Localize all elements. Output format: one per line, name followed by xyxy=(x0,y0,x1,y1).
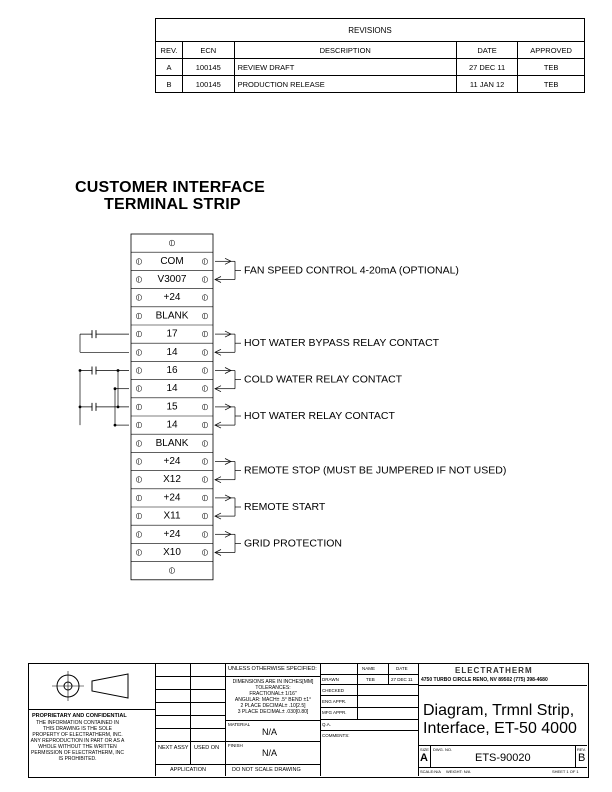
unless-specified: UNLESS OTHERWISE SPECIFIED: xyxy=(228,666,317,672)
terminal-label: BLANK xyxy=(155,437,189,449)
end-cap-icon: ⦶ xyxy=(168,565,176,576)
heading-line-1: CUSTOMER INTERFACE xyxy=(75,179,265,196)
left-screw-icon: ⦶ xyxy=(135,456,143,467)
connection-label: FAN SPEED CONTROL 4-20mA (OPTIONAL) xyxy=(244,264,459,277)
date-header-tb: DATE xyxy=(396,666,408,671)
proprietary-title: PROPRIETARY AND CONFIDENTIAL xyxy=(32,713,127,719)
contact-gap xyxy=(93,370,96,372)
left-screw-icon: ⦶ xyxy=(135,529,143,540)
right-screw-icon: ⦶ xyxy=(201,547,209,558)
mfg-appr-label: MFG APPR. xyxy=(322,710,347,715)
description-header: DESCRIPTION xyxy=(234,42,456,59)
three-place-tol: 3 PLACE DECIMAL± .030[0.80] xyxy=(237,709,309,715)
dwg-no-label: DWG. NO. xyxy=(433,747,453,752)
rev-label: REV. xyxy=(577,747,586,752)
terminal-strip xyxy=(131,234,213,580)
left-screw-icon: ⦶ xyxy=(135,292,143,303)
rev-cell: A xyxy=(156,59,183,76)
right-screw-icon: ⦶ xyxy=(201,329,209,340)
application-label: APPLICATION xyxy=(170,767,206,773)
connection-label: REMOTE START xyxy=(244,501,326,513)
right-screw-icon: ⦶ xyxy=(201,310,209,321)
checked-label: CHECKED xyxy=(322,688,345,693)
junction-dot-icon xyxy=(114,424,117,427)
terminal-label: V3007 xyxy=(157,274,187,285)
connection-label: REMOTE STOP (MUST BE JUMPERED IF NOT USED) xyxy=(244,464,507,477)
angular-tol: ANGULAR: MACH± .5° BEND ±1° xyxy=(234,697,312,703)
finish-value: N/A xyxy=(262,748,278,758)
terminal-label: 16 xyxy=(166,365,178,376)
material-label: MATERIAL xyxy=(228,722,251,727)
name-header: NAME xyxy=(362,666,376,671)
left-screw-icon: ⦶ xyxy=(135,383,143,394)
approved-cell: TEB xyxy=(518,59,585,76)
rev-header: REV. xyxy=(156,42,183,59)
rev-value: B xyxy=(578,752,586,764)
junction-dot-icon xyxy=(117,369,120,372)
terminal-label: X12 xyxy=(163,474,181,486)
right-screw-icon: ⦶ xyxy=(201,438,209,449)
right-screw-icon: ⦶ xyxy=(201,511,209,522)
terminal-label: 17 xyxy=(166,328,178,340)
right-screw-icon: ⦶ xyxy=(201,347,209,358)
revisions-title: REVISIONS xyxy=(156,19,585,42)
third-angle-projection-icon xyxy=(28,663,155,709)
finish-label: FINISH xyxy=(228,743,243,748)
heading-line-2: TERMINAL STRIP xyxy=(104,196,241,213)
do-not-scale: DO NOT SCALE DRAWING xyxy=(232,767,301,773)
approved-cell: TEB xyxy=(518,76,585,93)
scale-value: SCALE:N/A xyxy=(420,769,441,774)
company-address: 4750 TURBO CIRCLE RENO, NV 89502 (775) 398-4680 xyxy=(421,677,548,683)
drawing-title-line-1: Diagram, Trmnl Strip, xyxy=(423,702,575,719)
contact-gap xyxy=(93,333,96,335)
left-screw-icon: ⦶ xyxy=(135,438,143,449)
projection-cell xyxy=(28,663,156,710)
drawing-number: ETS-90020 xyxy=(475,752,531,764)
date-header: DATE xyxy=(456,42,517,59)
terminal-label: 14 xyxy=(166,383,178,395)
terminal-label: +24 xyxy=(163,492,181,504)
qa-label: Q.A. xyxy=(322,722,332,727)
terminal-label: X10 xyxy=(163,547,181,558)
rev-cell: B xyxy=(156,76,183,93)
two-place-tol: 2 PLACE DECIMAL± .10[2.5] xyxy=(240,703,306,709)
fractional-tol: FRACTIONAL± 1/16" xyxy=(249,691,297,697)
sheet-value: SHEET 1 OF 1 xyxy=(552,769,579,774)
left-screw-icon: ⦶ xyxy=(135,347,143,358)
right-screw-icon: ⦶ xyxy=(201,474,209,485)
next-assy-label: NEXT ASSY xyxy=(158,745,189,751)
right-screw-icon: ⦶ xyxy=(201,383,209,394)
ecn-cell: 100145 xyxy=(182,76,234,93)
company-logo: ELECTRATHERM xyxy=(455,666,533,675)
right-screw-icon: ⦶ xyxy=(201,456,209,467)
drawn-name: TEB xyxy=(366,677,375,682)
ecn-cell: 100145 xyxy=(182,59,234,76)
left-screw-icon: ⦶ xyxy=(135,329,143,340)
wiring xyxy=(79,255,507,555)
terminal-label: BLANK xyxy=(155,310,189,322)
tolerance-notes xyxy=(226,679,320,715)
terminal-label: +24 xyxy=(163,528,181,540)
connection-label: HOT WATER BYPASS RELAY CONTACT xyxy=(244,337,440,350)
terminal-label: 14 xyxy=(166,419,178,431)
left-screw-icon: ⦶ xyxy=(135,511,143,522)
right-screw-icon: ⦶ xyxy=(201,274,209,285)
description-cell: PRODUCTION RELEASE xyxy=(234,76,456,93)
comments-label: COMMENTS: xyxy=(322,733,350,738)
drawn-date: 27 DEC 11 xyxy=(391,677,413,682)
left-screw-icon: ⦶ xyxy=(135,492,143,503)
right-screw-icon: ⦶ xyxy=(201,256,209,267)
date-cell: 27 DEC 11 xyxy=(456,59,517,76)
connection-label: GRID PROTECTION xyxy=(244,537,343,550)
size-label: SIZE xyxy=(420,747,429,752)
left-screw-icon: ⦶ xyxy=(135,401,143,412)
left-screw-icon: ⦶ xyxy=(135,256,143,267)
right-screw-icon: ⦶ xyxy=(201,492,209,503)
approved-header: APPROVED xyxy=(518,42,585,59)
right-screw-icon: ⦶ xyxy=(201,529,209,540)
left-screw-icon: ⦶ xyxy=(135,365,143,376)
terminal-label: X11 xyxy=(163,510,181,522)
left-screw-icon: ⦶ xyxy=(135,547,143,558)
used-on-label: USED ON xyxy=(194,745,220,751)
left-screw-icon: ⦶ xyxy=(135,474,143,485)
end-cap-icon: ⦶ xyxy=(168,238,176,249)
connection-label: HOT WATER RELAY CONTACT xyxy=(244,410,395,422)
eng-appr-label: ENG APPR. xyxy=(322,699,347,704)
junction-dot-icon xyxy=(114,387,117,390)
date-cell: 11 JAN 12 xyxy=(456,76,517,93)
right-screw-icon: ⦶ xyxy=(201,420,209,431)
right-screw-icon: ⦶ xyxy=(201,365,209,376)
terminal-label: +24 xyxy=(163,456,181,467)
left-screw-icon: ⦶ xyxy=(135,420,143,431)
size-value: A xyxy=(420,752,428,764)
drawn-label: DRAWN xyxy=(322,677,339,682)
tolerances-label: TOLERANCES: xyxy=(255,685,291,691)
right-screw-icon: ⦶ xyxy=(201,292,209,303)
left-screw-icon: ⦶ xyxy=(135,310,143,321)
connection-label: COLD WATER RELAY CONTACT xyxy=(244,373,403,386)
terminal-label: 14 xyxy=(166,346,178,358)
junction-dot-icon xyxy=(117,406,120,409)
proprietary-text: THE INFORMATION CONTAINED IN THIS DRAWING IS THE SOLE PROPERTY OF ELECTRATHERM, INC. ANY REPRODUCTION IN PART OR AS A WHOLE WITHOUT THE WRITTEN PERMISSION OF ELECTRATHERM, INC IS PROHIBITED. xyxy=(30,720,125,762)
right-screw-icon: ⦶ xyxy=(201,401,209,412)
contact-gap xyxy=(93,406,96,408)
material-value: N/A xyxy=(262,727,278,737)
weight-value: WEIGHT: N/A xyxy=(446,769,471,774)
dimensions-note: DIMENSIONS ARE IN INCHES[MM] xyxy=(232,679,314,685)
terminal-label: COM xyxy=(160,255,184,267)
drawing-title-line-2: Interface, ET-50 4000 xyxy=(423,720,577,737)
terminal-label: 15 xyxy=(166,401,178,413)
description-cell: REVIEW DRAFT xyxy=(234,59,456,76)
terminal-label: +24 xyxy=(163,292,181,304)
left-screw-icon: ⦶ xyxy=(135,274,143,285)
ecn-header: ECN xyxy=(182,42,234,59)
